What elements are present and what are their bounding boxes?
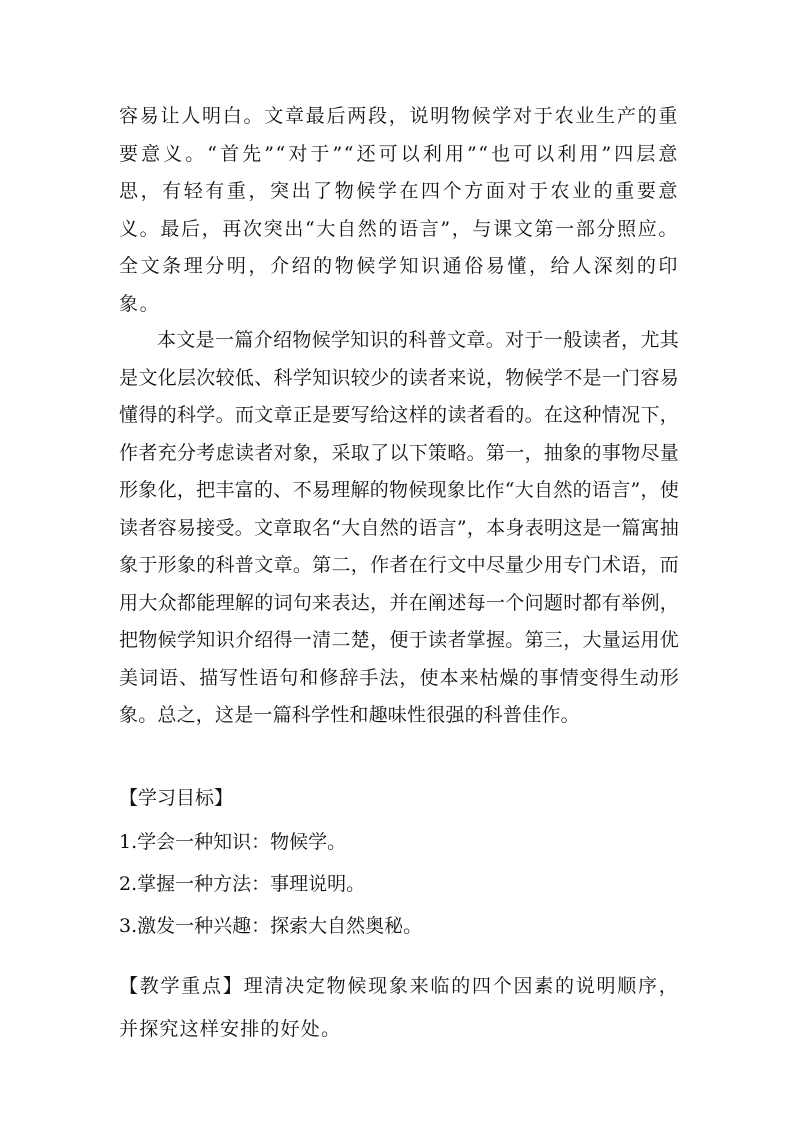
learning-goal-item: 1.学会一种知识：物候学。 [119,831,347,853]
teaching-focus-label: 【教学重点】 [119,975,244,997]
learning-goal-item: 2.掌握一种方法：事理说明。 [119,873,366,895]
learning-goals-heading: 【学习目标】 [119,787,234,809]
paragraph-article-overview: 本文是一篇介绍物候学知识的科普文章。对于一般读者，尤其是文化层次较低、科学知识较少的读者来说，物候学不是一门容易懂得的科学。而文章正是要写给这样的读者看的。在这种情况下，作者充分考虑读者对象，采取了以下策略。第一，抽象的事物尽量形象化，把丰富的、不易理解的物候现象比作“大自然的语言”，使读者容易接受。文章取名“大自然的语言”，本身表明这是一篇寓抽象于形象的科普文章。第二，作者在行文中尽量少用专门术语，而用大众都能理解的词句来表达，并在阐述每一个问题时都有举例，把物候学知识介绍得一清二楚，便于读者掌握。第三，大量运用优美词语、描写性语句和修辞手法，使本来枯燥的事情变得生动形象。总之，这是一篇科学性和趣味性很强的科普佳作。 [119,329,679,726]
learning-goal-item: 3.激发一种兴趣：探索大自然奥秘。 [119,915,423,937]
teaching-focus [119,965,679,1051]
paragraph-analysis-summary: 容易让人明白。文章最后两段，说明物候学对于农业生产的重要意义。“首先”“对于”“还可以利用”“也可以利用”四层意思，有轻有重，突出了物候学在四个方面对于农业的重要意义。最后，再次突出“大自然的语言”，与课文第一部分照应。全文条理分明，介绍的物候学知识通俗易懂，给人深刻的印象。 [119,105,679,315]
teaching-focus-text: 理清决定物候现象来临的四个因素的说明顺序，并探究这样安排的好处。 [119,975,680,1040]
